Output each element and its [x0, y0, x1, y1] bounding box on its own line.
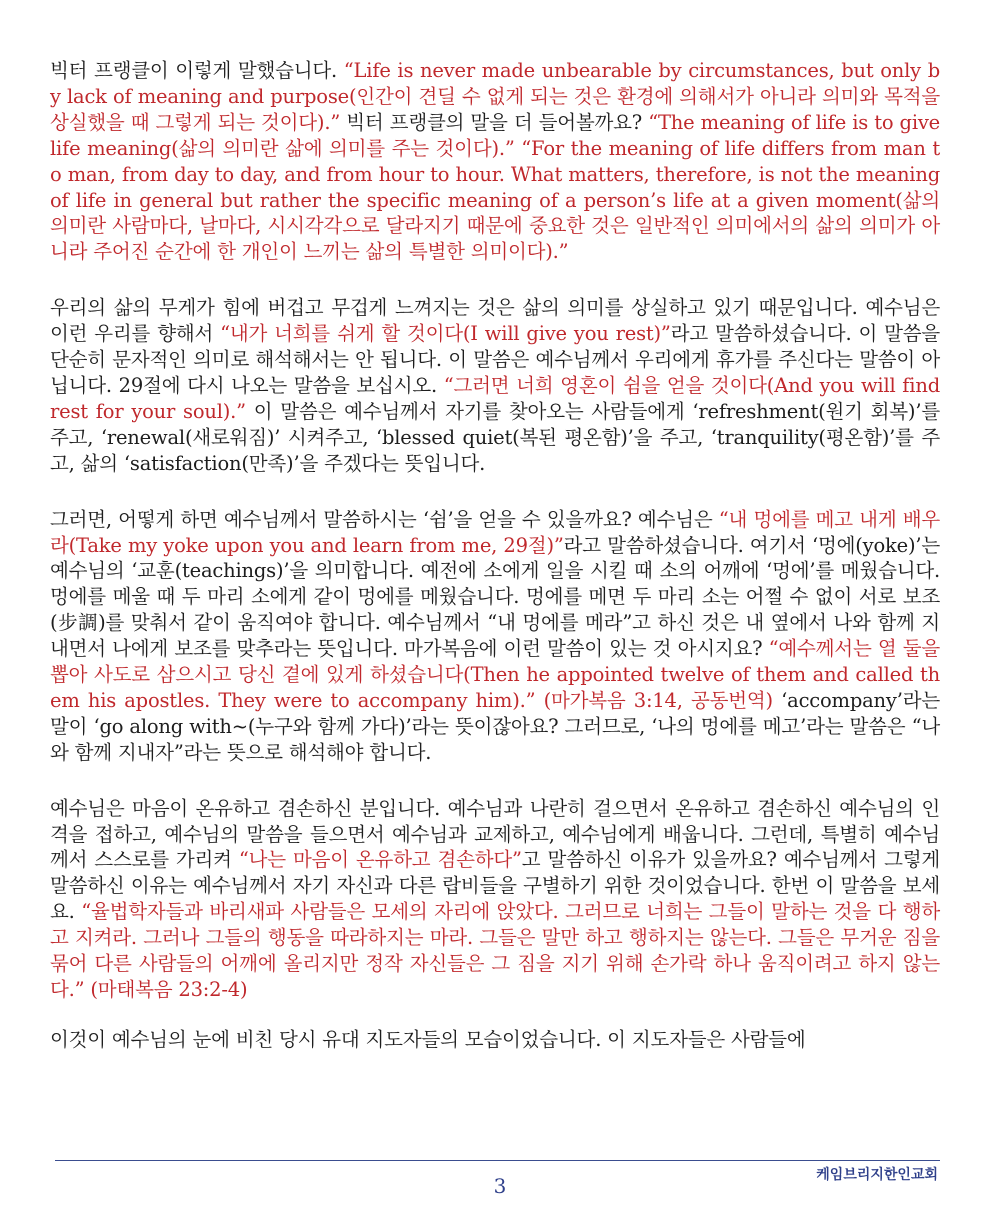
p4-quote: “나는 마음이 온유하고 겸손하다”: [238, 848, 522, 872]
p2-quote: “그러면 너희 영혼이 쉼을 얻을 것이다(And you will find rest for your soul).”: [50, 373, 940, 423]
paragraph-3: [50, 507, 940, 766]
p1-text: 빅터 프랭클이 이렇게 말했습니다.: [50, 59, 344, 82]
p1-quote: “The meaning of life is to give life meaning(삶의 의미란 삶에 의미를 주는 것이다).” “For the meaning of life differs from man to man, from day to day, and from hour to hour. What matters, therefore, is not the meaning of life in general but rather the specific meaning of a person’s life at a given moment(삶의 의미란 사람마다, 날마다, 시시각각으로 달라지기 때문에 중요한 것은 일반적인 의미에서의 삶의 의미가 아니라 주어진 순간에 한 개인이 느끼는 삶의 특별한 의미이다).”: [50, 110, 941, 264]
footer-divider: [55, 1160, 940, 1161]
paragraph-2: [50, 295, 940, 476]
p3-text: 라고 말씀하셨습니다. 여기서 ‘멍에(yoke)’는 예수님의 ‘교훈(teachings)’을 의미합니다. 예전에 소에게 일을 시킬 때 소의 어깨에 ‘멍에’를 메웠습니다. 멍에를 메울 때 두 마리 소에게 같이 멍에를 메웠습니다. 멍에를 메면 두 마리 소는 어쩔 수 없이 서로 보조(步調)를 맞춰서 같이 움직여야 합니다. 예수님께서 “내 멍에를 메라”고 하신 것은 내 옆에서 나와 함께 지내면서 나에게 보조를 맞추라는 뜻입니다. 마가복음에 이런 말씀이 있는 것 아시지요?: [50, 533, 940, 661]
p2-text: 라고 말씀하셨습니다. 이 말씀을 단순히 문자적인 의미로 해석해서는 안 됩니다. 이 말씀은 예수님께서 우리에게 휴가를 주신다는 말씀이 아닙니다. 29절에 다시 나오는 말씀을 보십시오.: [50, 322, 940, 397]
p4-text: 고 말씀하신 이유가 있을까요? 예수님께서 그렇게 말씀하신 이유는 예수님께서 자기 자신과 다른 랍비들을 구별하기 위한 것이었습니다. 한번 이 말씀을 보세요.: [50, 848, 940, 924]
page-number: 3: [493, 1174, 507, 1198]
paragraph-4: [50, 796, 940, 1003]
p5-text: 이것이 예수님의 눈에 비친 당시 유대 지도자들의 모습이었습니다. 이 지도자들은 사람들에: [50, 1027, 806, 1051]
p3-quote: “내 멍에를 메고 내게 배우라(Take my yoke upon you and learn from me, 29절)”: [50, 507, 941, 557]
church-name: 케임브리지한인교회: [816, 1167, 938, 1183]
p1-quote: “Life is never made unbearable by circumstances, but only by lack of meaning and purpose(인간이 견딜 수 없게 되는 것은 환경에 의해서가 아니라 의미와 목적을 상실했을 때 그렇게 되는 것이다).”: [50, 59, 940, 134]
p4-text: 예수님은 마음이 온유하고 겸손하신 분입니다. 예수님과 나란히 걸으면서 온유하고 겸손하신 예수님의 인격을 접하고, 예수님의 말씀을 들으면서 예수님과 교제하고, 예수님에게 배웁니다. 그런데, 특별히 예수님께서 스스로를 가리켜: [50, 796, 940, 872]
p3-text: 그러면, 어떻게 하면 예수님께서 말씀하시는 ‘쉼’을 얻을 수 있을까요? 예수님은: [50, 507, 719, 531]
paragraph-1: [50, 58, 940, 265]
p2-text: 이 말씀은 예수님께서 자기를 찾아오는 사람들에게 ‘refreshment(원기 회복)’를 주고, ‘renewal(새로워짐)’ 시켜주고, ‘blessed quiet(복된 평온함)’을 주고, ‘tranquility(평온함)’를 주고, 삶의 ‘satisfaction(만족)’을 주겠다는 뜻입니다.: [50, 399, 940, 475]
document-body: [50, 58, 940, 1053]
p3-text: ‘accompany’라는 말이 ‘go along with~(누구와 함께 가다)’라는 뜻이잖아요? 그러므로, ‘나의 멍에를 메고’라는 말씀은 “나와 함께 지내자”라는 뜻으로 해석해야 합니다.: [50, 688, 940, 764]
p2-quote: “내가 너희를 쉬게 할 것이다(I will give you rest)”: [220, 322, 671, 346]
p3-quote: “예수께서는 열 둘을 뽑아 사도로 삼으시고 당신 곁에 있게 하셨습니다(Then he appointed twelve of them and called them his apostles. They were to accompany him).” (마가복음 3:14, 공동번역): [50, 637, 940, 712]
paragraph-5: [50, 1027, 940, 1053]
p2-text: 우리의 삶의 무게가 힘에 버겁고 무겁게 느껴지는 것은 삶의 의미를 상실하고 있기 때문입니다. 예수님은 이런 우리를 향해서: [50, 296, 940, 346]
p4-quote: “율법학자들과 바리새파 사람들은 모세의 자리에 앉았다. 그러므로 너희는 그들이 말하는 것을 다 행하고 지켜라. 그러나 그들의 행동을 따라하지는 마라. 그들은 말만 하고 행하지는 않는다. 그들은 무거운 짐을 묶어 다른 사람들의 어깨에 올리지만 정작 자신들은 그 짐을 지기 위해 손가락 하나 움직이려고 하지 않는다.” (마태복음 23:2-4): [50, 900, 940, 1001]
p1-text: 빅터 프랭클의 말을 더 들어볼까요?: [340, 110, 649, 134]
